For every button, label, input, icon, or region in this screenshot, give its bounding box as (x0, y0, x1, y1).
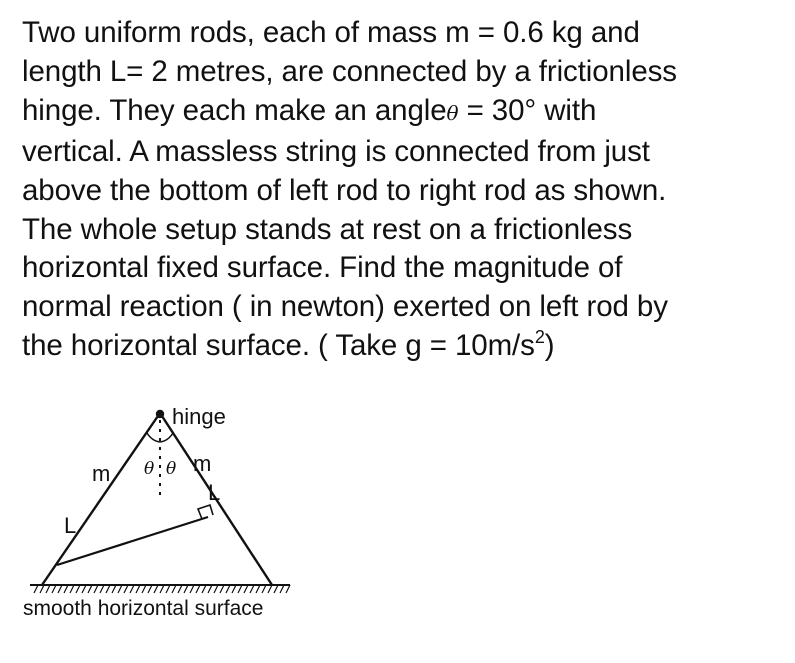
problem-line-6: The whole setup stands at rest on a frictionless (22, 212, 633, 246)
hatch-mark (82, 585, 86, 593)
hatch-mark (238, 585, 242, 593)
hatch-mark (52, 585, 56, 593)
hatch-mark (94, 585, 98, 593)
left-angle-label: θ (144, 459, 155, 479)
hatch-mark (142, 585, 146, 593)
string (57, 517, 208, 565)
hatch-mark (214, 585, 218, 593)
hatch-mark (226, 585, 230, 593)
surface-label: smooth horizontal surface (23, 597, 264, 620)
hatch-mark (256, 585, 260, 593)
hatch-mark (262, 585, 266, 593)
exponent: 2 (534, 327, 545, 348)
hatch-mark (268, 585, 272, 593)
hatch-mark (34, 585, 38, 593)
hatch-mark (70, 585, 74, 593)
left-rod (42, 413, 160, 585)
hatch-mark (148, 585, 152, 593)
problem-line-5: above the bottom of left rod to right rod as shown. (22, 173, 667, 207)
hatch-mark (232, 585, 236, 593)
hatch-mark (250, 585, 254, 593)
hatch-mark (112, 585, 116, 593)
hatch-mark (118, 585, 122, 593)
right-mass-label: m (193, 451, 212, 476)
hatch-mark (274, 585, 278, 593)
left-mass-label: m (92, 461, 111, 486)
hatch-mark (280, 585, 284, 593)
hinge-dot (156, 410, 164, 418)
hinge-label: hinge (172, 404, 226, 429)
hatch-mark (40, 585, 44, 593)
hatch-mark (208, 585, 212, 593)
problem-line-7: horizontal fixed surface. Find the magnitude of (22, 251, 623, 285)
hatch-mark (220, 585, 224, 593)
hatch-mark (286, 585, 290, 593)
problem-line-3-text-a: hinge. They each make an angle (22, 93, 447, 127)
hatch-mark (130, 585, 134, 593)
hatch-mark (100, 585, 104, 593)
hatch-mark (202, 585, 206, 593)
hatch-mark (124, 585, 128, 593)
hatch-mark (172, 585, 176, 593)
hatch-mark (46, 585, 50, 593)
hatch-mark (178, 585, 182, 593)
problem-line-4: vertical. A massless string is connected from just (22, 134, 650, 168)
hatch-mark (244, 585, 248, 593)
problem-line-1: Two uniform rods, each of mass m = 0.6 kg and (22, 16, 640, 49)
problem-line-9-text-b: ) (544, 329, 555, 363)
hatch-mark (136, 585, 140, 593)
problem-line-8: normal reaction ( in newton) exerted on left rod by (22, 290, 668, 324)
left-length-label: L (64, 513, 77, 538)
hatch-mark (196, 585, 200, 593)
hatch-mark (58, 585, 62, 593)
right-length-label: L (208, 480, 221, 505)
hatch-mark (184, 585, 188, 593)
hatch-mark (154, 585, 158, 593)
right-angle-label: θ (166, 459, 177, 479)
hatch-mark (64, 585, 68, 593)
hatch-mark (106, 585, 110, 593)
left-angle-arc (147, 433, 160, 442)
right-angle-arc (160, 433, 173, 442)
hatch-mark (76, 585, 80, 593)
ground-hatching (34, 585, 290, 593)
hatch-mark (160, 585, 164, 593)
problem-line-2: length L= 2 metres, are connected by a frictionless (22, 54, 677, 88)
problem-line-9-text-a: the horizontal surface. ( Take g = 10m/s (22, 329, 535, 363)
problem-line-3-text-b: = 30° with (458, 93, 597, 127)
theta-symbol: θ (446, 100, 459, 125)
hatch-mark (88, 585, 92, 593)
hatch-mark (190, 585, 194, 593)
hatch-mark (166, 585, 170, 593)
